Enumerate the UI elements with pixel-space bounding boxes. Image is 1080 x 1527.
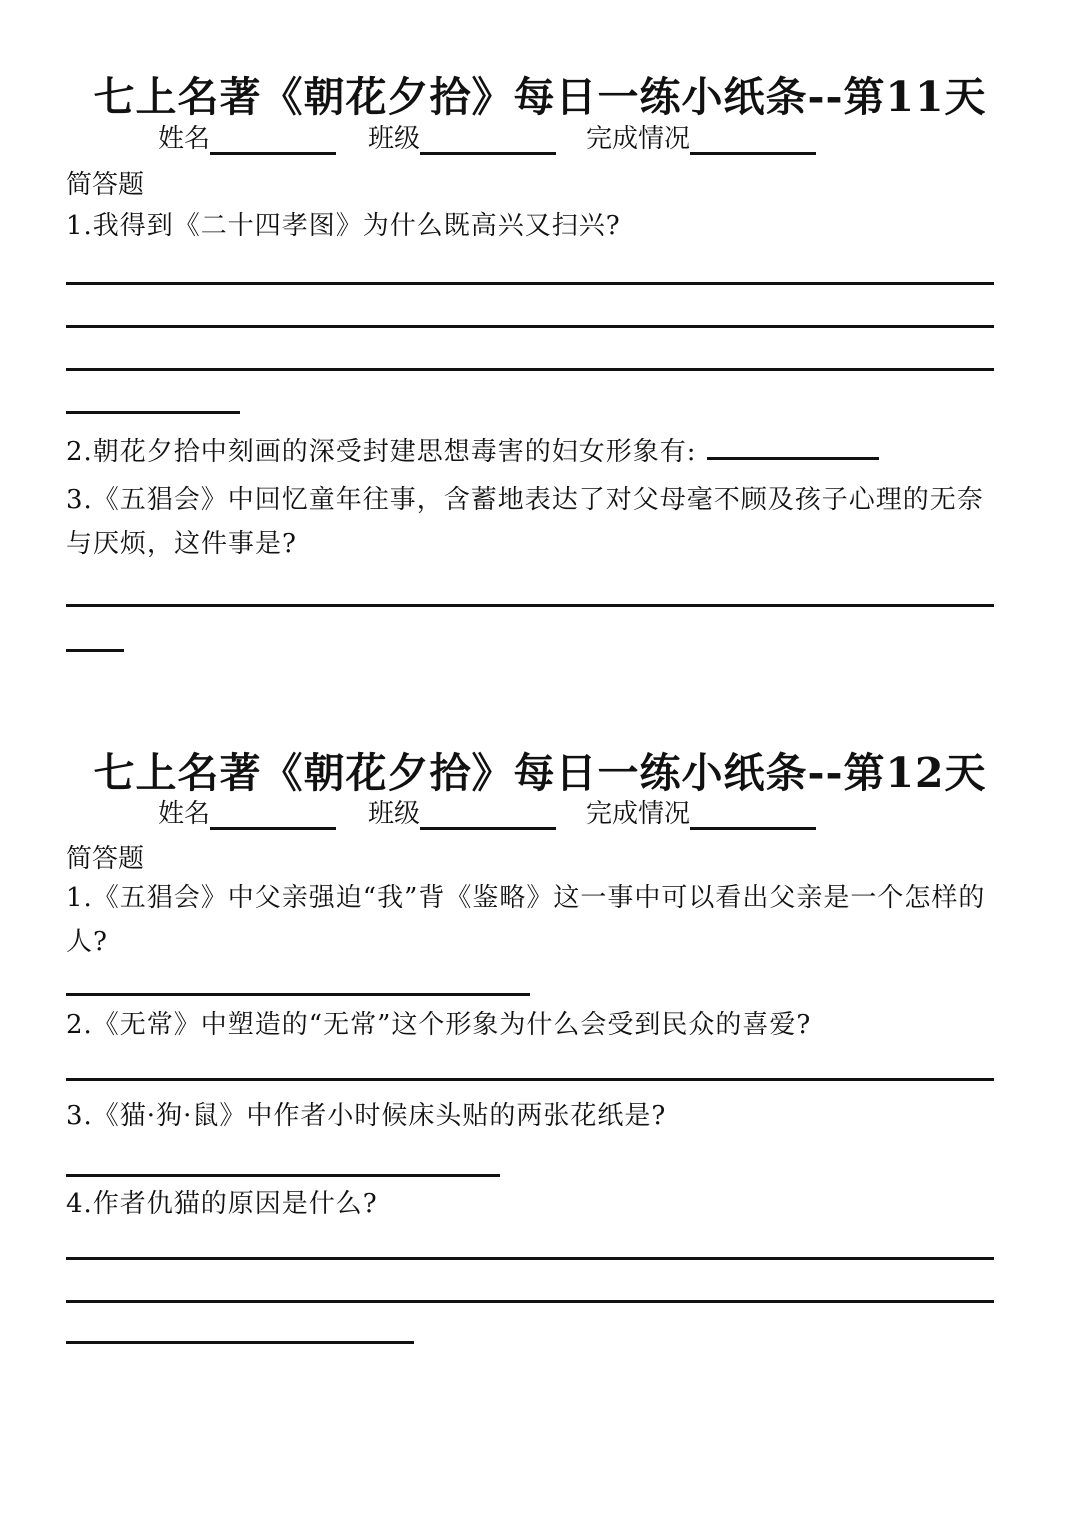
answer-blank[interactable] <box>707 437 879 460</box>
question-3: 3.《猫·狗·鼠》中作者小时候床头贴的两张花纸是? <box>66 1101 667 1131</box>
status-label: 完成情况 <box>586 124 691 154</box>
question-1: 1.《五猖会》中父亲强迫“我”背《鉴略》这一事中可以看出父亲是一个怎样的人? <box>66 883 986 957</box>
section-heading: 简答题 <box>66 844 145 874</box>
class-label: 班级 <box>368 124 421 154</box>
class-blank[interactable] <box>420 803 556 830</box>
status-blank[interactable] <box>690 803 816 830</box>
question-4: 4.作者仇猫的原因是什么? <box>66 1189 378 1219</box>
worksheet-title: 七上名著《朝花夕拾》每日一练小纸条--第12天 <box>93 749 987 797</box>
answer-line[interactable] <box>66 604 994 607</box>
question-1: 1.我得到《二十四孝图》为什么既高兴又扫兴? <box>66 211 621 241</box>
class-label: 班级 <box>368 799 421 829</box>
question-2: 2.《无常》中塑造的“无常”这个形象为什么会受到民众的喜爱? <box>66 1010 812 1040</box>
section-heading: 简答题 <box>66 170 145 200</box>
class-blank[interactable] <box>420 128 556 155</box>
answer-line[interactable] <box>66 993 530 996</box>
answer-line[interactable] <box>66 1174 500 1177</box>
question-2 <box>66 430 996 474</box>
name-blank[interactable] <box>210 128 336 155</box>
name-label: 姓名 <box>158 124 211 154</box>
answer-line[interactable] <box>66 1257 994 1260</box>
question-3: 3.《五猖会》中回忆童年往事，含蓄地表达了对父母毫不顾及孩子心理的无奈与厌烦，这件事是? <box>66 485 984 559</box>
answer-line[interactable] <box>66 368 994 371</box>
status-blank[interactable] <box>690 128 816 155</box>
answer-line[interactable] <box>66 649 124 652</box>
student-info-row <box>158 118 846 155</box>
answer-line[interactable] <box>66 411 240 414</box>
answer-line[interactable] <box>66 1078 994 1081</box>
answer-line[interactable] <box>66 282 994 285</box>
answer-line[interactable] <box>66 1341 414 1344</box>
status-label: 完成情况 <box>586 799 691 829</box>
name-blank[interactable] <box>210 803 336 830</box>
question-2-text: 2.朝花夕拾中刻画的深受封建思想毒害的妇女形象有: <box>66 437 697 467</box>
name-label: 姓名 <box>158 799 211 829</box>
answer-line[interactable] <box>66 1300 994 1303</box>
worksheet-title: 七上名著《朝花夕拾》每日一练小纸条--第11天 <box>93 73 987 121</box>
answer-line[interactable] <box>66 325 994 328</box>
student-info-row <box>158 793 846 830</box>
